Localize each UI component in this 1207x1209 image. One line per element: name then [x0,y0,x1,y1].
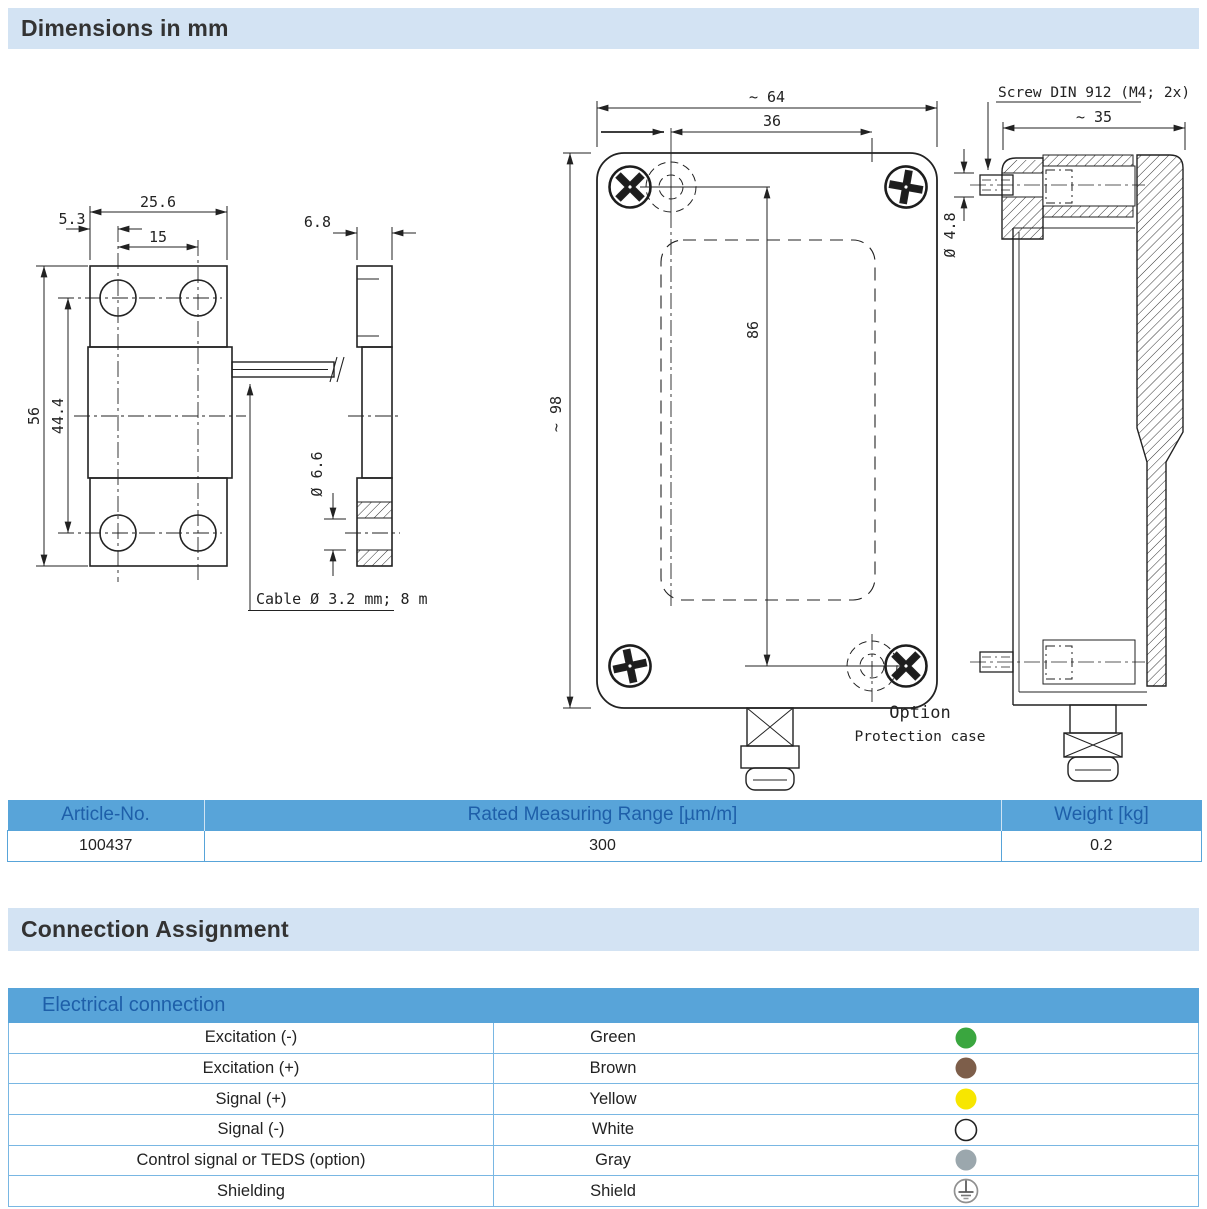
dim-case-height-label: ~ 98 [547,395,565,433]
case-front-dimensions [563,101,937,708]
green-dot-icon [954,1026,978,1050]
dim-depth-label: ~ 35 [1075,108,1113,126]
function-label: Control signal or TEDS (option) [9,1146,494,1176]
centerlines [58,226,246,582]
gray-dot-icon [954,1148,978,1172]
function-label: Excitation (+) [9,1054,494,1084]
function-label: Signal (-) [9,1115,494,1145]
section-header-dimensions [8,8,1199,49]
case-front-view [563,101,937,790]
dim-screw-dia-label: Ø 4.8 [941,212,959,258]
dim-hole-dia-label: Ø 6.6 [308,451,326,497]
connection-title: Connection Assignment [21,916,289,942]
dim-hole-y-label: 86 [744,320,762,340]
dim-hole-spacing-label: 15 [148,228,168,246]
protection-case-label: Protection case [854,729,986,745]
dim-width-label: 25.6 [139,193,177,211]
cable [232,357,344,382]
connection-row-signal-plus [8,1084,1199,1115]
dim-thickness-label: 6.8 [303,213,331,231]
connection-row-excitation-minus [8,1023,1199,1054]
hatch-upper [357,502,392,518]
weight-value: 0.2 [1001,831,1202,862]
screw-bottom-left [606,642,655,691]
section-header-connection [8,908,1199,951]
side-view-labels [304,213,331,497]
screw-top-right [882,163,929,210]
wire-color-cell [732,1054,1200,1084]
function-label: Excitation (-) [9,1023,494,1053]
wire-color-name: White [591,1120,635,1139]
connection-row-control-teds [8,1146,1199,1177]
sensor-side-view [324,227,416,576]
brown-dot-icon [954,1056,978,1080]
screw-din-label: Screw DIN 912 (M4; 2x) [998,85,1191,101]
earth-ground-icon [952,1177,980,1205]
inner-sensor-outline-dashed [661,240,875,600]
dim-hole-x-label: 36 [762,112,782,130]
hatch-lower [357,550,392,566]
cable-label: Cable Ø 3.2 mm; 8 m [256,590,428,608]
connection-row-shielding [8,1176,1199,1207]
wire-color-cell [732,1146,1200,1176]
case-side-view [954,102,1185,781]
connection-row-signal-minus [8,1115,1199,1146]
cable-gland-side [1064,705,1122,781]
dim-hole-offset-label: 5.3 [58,210,86,228]
wire-color-name: Gray [595,1150,631,1169]
connection-row-excitation-plus [8,1054,1199,1085]
function-label: Signal (+) [9,1084,494,1114]
electrical-connection-header [8,988,1199,1023]
din912-screw-bottom [970,640,1145,684]
measuring-range-value: 300 [204,831,1001,862]
wire-color-name: Yellow [589,1089,637,1108]
article-no-header: Article-No. [8,800,205,831]
wire-color-cell [732,1084,1200,1114]
option-label: Option [889,703,951,723]
measuring-range-header: Rated Measuring Range [µm/m] [204,800,1001,831]
white-dot-icon [954,1118,978,1142]
article-table-header-row [8,800,1202,831]
dim-case-width-label: ~ 64 [748,88,786,106]
wire-color-cell [732,1023,1200,1053]
electrical-connection-title: Electrical connection [42,994,226,1016]
article-table-row [8,831,1202,862]
wire-color-name: Green [590,1028,636,1047]
wire-color-cell [732,1115,1200,1145]
article-no-value: 100437 [8,831,205,862]
case-wall-section [1137,155,1183,686]
wire-color-name: Shield [590,1181,636,1200]
function-label: Shielding [9,1176,494,1206]
article-table [7,800,1202,862]
dimensions-title: Dimensions in mm [21,15,229,41]
cable-gland-front [741,708,799,790]
wire-color-name: Brown [589,1058,637,1077]
dim-height-label: 56 [25,406,43,426]
case-centerlines [640,128,902,702]
technical-drawing [0,55,1207,797]
weight-header: Weight [kg] [1001,800,1202,831]
wire-color-cell [732,1176,1200,1206]
yellow-dot-icon [954,1087,978,1111]
electrical-connection-table [8,988,1199,1207]
dim-hole-span-label: 44.4 [49,397,67,435]
